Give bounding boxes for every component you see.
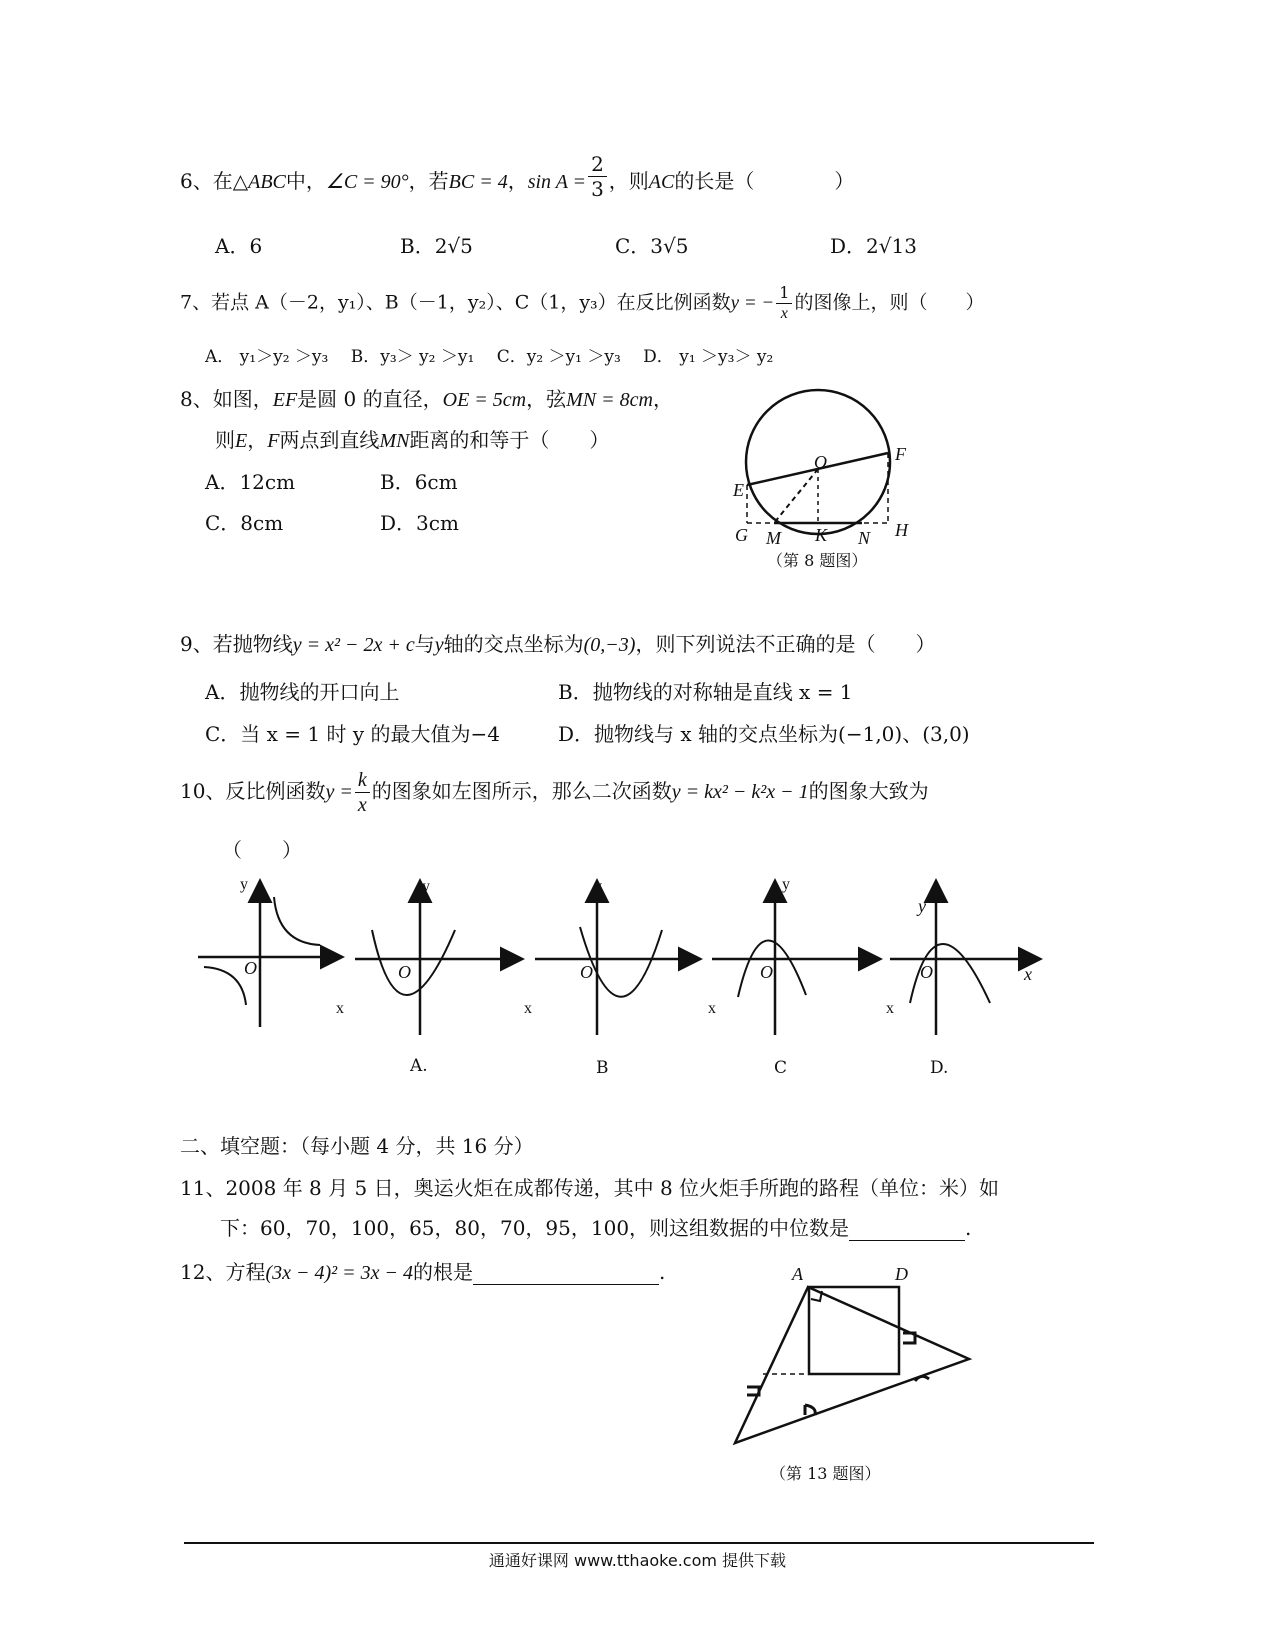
q8-option-a: A．12cm — [205, 470, 296, 494]
section-2-heading: 二、填空题：（每小题 4 分，共 16 分） — [180, 1134, 534, 1158]
graphd-label-x: x — [1024, 964, 1032, 984]
q8-option-d: D．3cm — [380, 511, 459, 535]
q9-option-a: A．抛物线的开口向上 — [205, 680, 400, 704]
q8-text-d: ， — [652, 387, 673, 411]
graph-option-a — [355, 883, 520, 1035]
graph0-label-o: O — [244, 958, 257, 978]
q9-text-b: 与 — [414, 632, 435, 656]
q7-fraction — [776, 285, 792, 322]
q12-text-b: 的根是 — [413, 1260, 474, 1284]
q10-fraction — [355, 770, 370, 815]
fig8-label-m: M — [766, 528, 781, 548]
grapha-label-y: y — [422, 878, 430, 895]
q6-abc: ABC — [248, 171, 286, 193]
q7-fraction-den: x — [780, 305, 788, 322]
q8-text-b: 是圆 0 的直径， — [297, 387, 443, 411]
q8-mn: MN = 8cm — [566, 389, 653, 411]
graph0-label-y: y — [240, 876, 248, 893]
q10-text-b: 的图象如左图所示，那么二次函数 — [371, 779, 672, 803]
question-12-stem — [180, 1256, 665, 1285]
q12-eq: (3x − 4)² = 3x − 4 — [265, 1262, 414, 1284]
question-11-line2 — [220, 1212, 971, 1241]
q6-ac: AC — [648, 171, 675, 193]
q12-end: . — [659, 1260, 666, 1284]
q8-ef: EF — [272, 389, 298, 411]
q6-text-b: 中， — [285, 169, 326, 193]
q8-text-a: 8、如图， — [180, 387, 273, 411]
fig8-label-o: O — [814, 452, 827, 472]
q11-text: 下：60，70，100，65，80，70，95，100，则这组数据的中位数是 — [220, 1216, 850, 1240]
q6-option-a: A．6 — [215, 234, 263, 258]
graphb-label-o: O — [580, 962, 593, 982]
fig13-label-d: D — [895, 1264, 908, 1284]
q10-func2: y = kx² − k²x − 1 — [671, 781, 809, 803]
q6-angle: ∠C = 90° — [325, 171, 409, 193]
q8-f: F — [267, 430, 280, 452]
q6-sin: sin A = — [527, 171, 587, 193]
graph-label-d: D. — [930, 1058, 949, 1078]
fig8-label-f: F — [895, 444, 906, 464]
q9-option-b: B．抛物线的对称轴是直线 x = 1 — [558, 680, 853, 704]
q12-text-a: 12、方程 — [180, 1260, 266, 1284]
q6-option-d: D．2√13 — [830, 234, 917, 258]
footer-rule — [184, 1542, 1094, 1544]
q6-bc: BC = 4 — [448, 171, 508, 193]
q6-fraction-den: 3 — [591, 177, 604, 201]
question-6-stem — [180, 152, 855, 205]
q8-option-b: B．6cm — [380, 470, 458, 494]
q9-option-c: C．当 x = 1 时 y 的最大值为−4 — [205, 722, 500, 746]
graph-hyperbola — [198, 883, 340, 1027]
q9-text-d: ，则下列说法不正确的是（ ） — [635, 632, 936, 656]
q8-text-h: 距离的和等于（ ） — [409, 428, 610, 452]
q10-text-a: 10、反比例函数 — [180, 779, 326, 803]
question-8-line1 — [180, 383, 673, 412]
q8-text-f: ， — [247, 428, 268, 452]
q8-option-c: C．8cm — [205, 511, 284, 535]
graphb-label-x: x — [708, 1000, 716, 1017]
graphb-label-y: y — [594, 878, 602, 895]
q10-fraction-num: k — [355, 770, 370, 793]
graph-label-b: B — [596, 1058, 609, 1078]
q8-oe: OE = 5cm — [442, 389, 527, 411]
triangle — [735, 1287, 969, 1443]
figure-8-caption: （第 8 题图） — [767, 551, 868, 570]
figure-8-circle-diagram — [730, 385, 950, 560]
q10-text-c: 的图象大致为 — [808, 779, 929, 803]
q8-text-e: 则 — [215, 428, 235, 452]
q10-answer-paren: （ ） — [222, 838, 302, 862]
square — [809, 1287, 899, 1374]
question-9-stem — [180, 628, 935, 657]
q8-text-c: ，弦 — [526, 387, 567, 411]
q6-option-b: B．2√5 — [400, 234, 473, 258]
graph-option-b — [535, 883, 698, 1035]
q9-text-c: 轴的交点坐标为 — [443, 632, 584, 656]
mark-right — [903, 1333, 915, 1343]
figure-13-diagram — [725, 1275, 985, 1475]
graph0-label-x: x — [336, 1000, 344, 1017]
q7-text-a: 7、若点 A（－2，y₁）、B（－1，y₂）、C（1，y₃）在反比例函数 — [180, 291, 731, 314]
fig8-label-g: G — [735, 525, 748, 545]
q6-text-c: ，若 — [408, 169, 449, 193]
fig13-label-a: A — [792, 1264, 803, 1284]
mark-c — [915, 1376, 929, 1381]
q6-fraction — [588, 154, 607, 199]
figure-13-caption: （第 13 题图） — [770, 1464, 881, 1483]
q8-e: E — [235, 430, 248, 452]
q9-func: y = x² − 2x + c — [292, 634, 415, 656]
graph-option-d — [890, 883, 1038, 1035]
fig8-label-e: E — [733, 480, 744, 500]
fig8-label-n: N — [858, 528, 871, 548]
question-8-line2 — [215, 424, 609, 453]
mark-left — [747, 1387, 759, 1395]
question-7-stem — [180, 285, 984, 322]
q12-answer-blank[interactable] — [473, 1260, 659, 1285]
question-11-line1: 11、2008 年 8 月 5 日，奥运火炬在成都传递，其中 8 位火炬手所跑的路程（单位：米）如 — [180, 1176, 1000, 1200]
q6-text-d: ， — [507, 169, 528, 193]
q7-func: y = − — [730, 292, 775, 314]
q9-text-a: 9、若抛物线 — [180, 632, 293, 656]
graph-label-c: C — [774, 1058, 788, 1078]
graphc-label-o: O — [760, 962, 773, 982]
q9-point: (0,−3) — [583, 634, 636, 656]
q11-answer-blank[interactable] — [849, 1216, 965, 1241]
q9-y: y — [434, 634, 444, 656]
q9-option-d: D．抛物线与 x 轴的交点坐标为(−1,0)、(3,0) — [558, 722, 970, 746]
q11-end: . — [965, 1216, 972, 1240]
grapha-label-o: O — [398, 962, 411, 982]
q10-fraction-den: x — [357, 794, 367, 816]
q8-mn2: MN — [379, 430, 410, 452]
graphc-label-x: x — [886, 1000, 894, 1017]
grapha-label-x: x — [524, 1000, 532, 1017]
footer-text: 通通好课网 www.tthaoke.com 提供下载 — [488, 1551, 787, 1570]
q6-text-f: 的长是（ ） — [674, 169, 855, 193]
question-10-stem — [180, 770, 929, 815]
q10-func: y = — [325, 781, 353, 803]
q7-fraction-num: 1 — [776, 285, 792, 304]
fig8-label-h: H — [895, 520, 908, 540]
q6-text-e: ，则 — [608, 169, 649, 193]
graphd-label-y: y — [918, 896, 926, 916]
q6-text-a: 6、在△ — [180, 169, 249, 193]
q7-text-b: 的图像上，则（ ） — [794, 291, 985, 314]
q7-options: A． y₁＞y₂ ＞y₃ B．y₃＞ y₂ ＞y₁ C．y₂ ＞y₁ ＞y₃ D． y₁ ＞y₃＞ y₂ — [205, 347, 774, 367]
graph-option-c — [712, 883, 878, 1035]
fig8-label-k: K — [815, 525, 828, 545]
q6-fraction-num: 2 — [588, 154, 607, 177]
q8-text-g: 两点到直线 — [279, 428, 380, 452]
q6-option-c: C．3√5 — [615, 234, 689, 258]
graph-label-a: A. — [410, 1056, 428, 1076]
graphc-label-y: y — [782, 876, 790, 893]
graphd-label-o: O — [920, 962, 933, 982]
